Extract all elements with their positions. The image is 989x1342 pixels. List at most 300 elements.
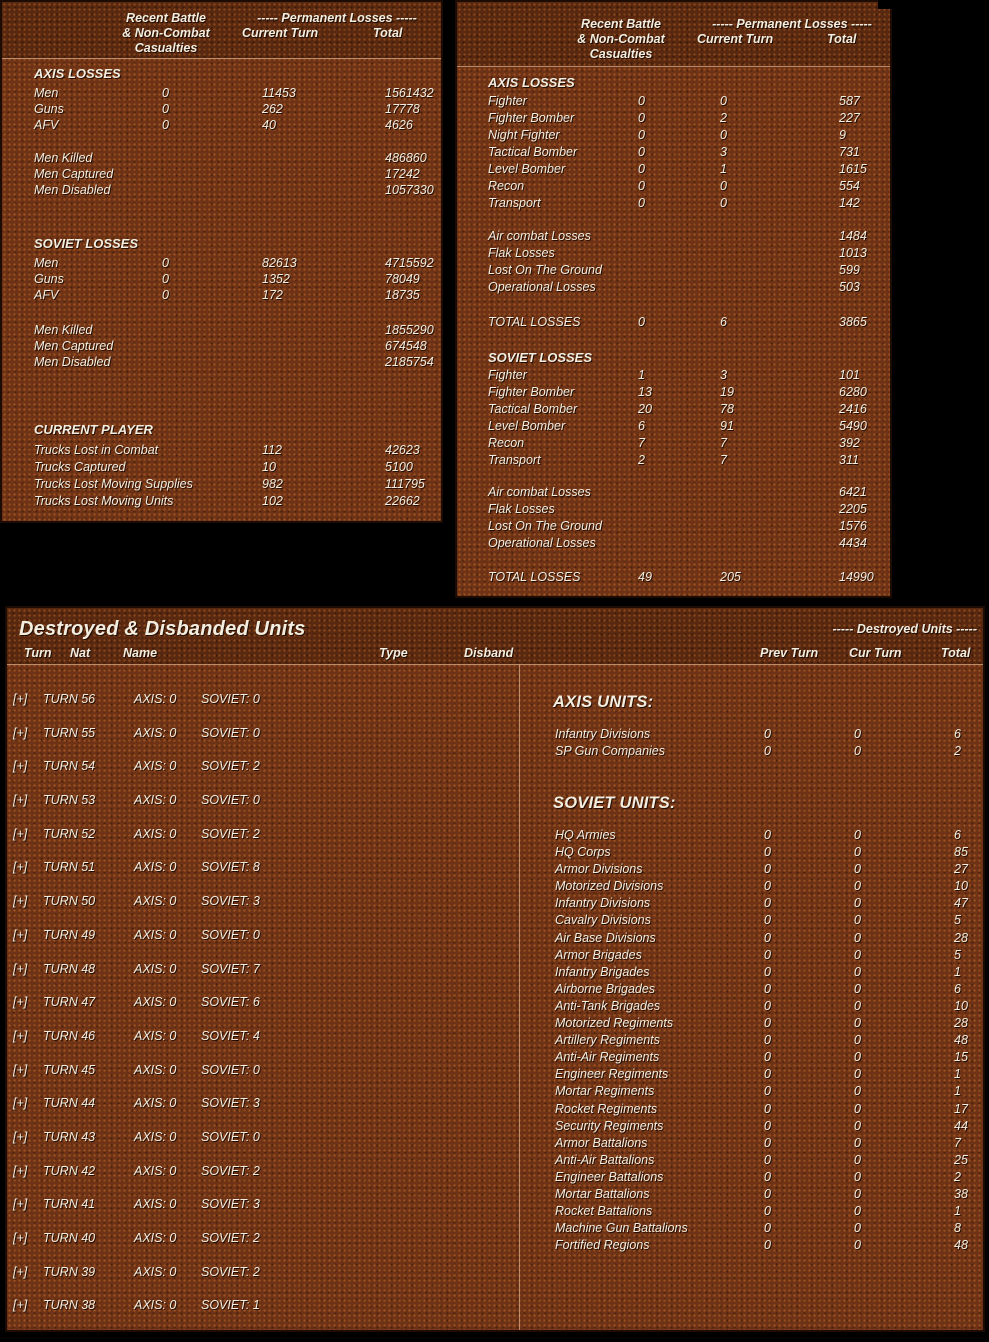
cell-prev: 0 [764,964,771,979]
soviet-unit-row [7,913,983,930]
expand-toggle[interactable]: [+] [13,1298,28,1313]
cell-axis: AXIS: 0 [134,1298,177,1313]
window-corner-notch [878,0,892,9]
soviet-air-detail-row [457,502,890,519]
cell-label: Fighter Bomber [488,385,575,399]
cell-label: HQ Corps [555,845,611,860]
soviet-unit-row [7,1016,983,1033]
cell-soviet: SOVIET: 0 [201,927,260,942]
cell-total: 10 [954,998,968,1013]
expand-toggle[interactable]: [+] [13,1062,28,1077]
cell-soviet: SOVIET: 2 [201,1163,260,1178]
current-player-title: CURRENT PLAYER [34,422,153,437]
cell-cur: 0 [854,913,861,928]
cell-total: 17778 [385,102,420,116]
cell-label: Air combat Losses [488,485,591,499]
turn-row[interactable] [7,1265,983,1299]
cell-soviet: SOVIET: 6 [201,995,260,1010]
cell-label: Men Killed [34,151,93,165]
expand-toggle[interactable]: [+] [13,995,28,1010]
cell-cur: 0 [854,727,861,741]
cell-recent: 0 [638,94,645,108]
cell-recent: 20 [638,402,652,416]
turn-row[interactable] [7,759,983,793]
cell-label: Flak Losses [488,246,555,260]
cell-cur: 0 [854,1135,861,1150]
cell-cur: 0 [854,1221,861,1236]
current-turn-header: Current Turn [697,32,774,46]
cell-total: 4434 [839,536,867,550]
soviet-unit-row [7,965,983,982]
soviet-air-detail-row [457,536,890,553]
cell-label: Trucks Captured [34,460,126,474]
cell-recent: 0 [638,315,645,329]
cell-soviet: SOVIET: 0 [201,725,260,740]
truck-loss-row [2,443,441,460]
soviet-unit-row [7,1050,983,1067]
soviet-unit-row [7,1187,983,1204]
cell-label: Fighter [488,94,527,108]
expand-toggle[interactable]: [+] [13,1163,28,1178]
cell-prev: 0 [764,1169,771,1184]
cell-turn: TURN 48 [43,961,96,976]
cell-total: 1 [954,964,961,979]
cell-total: 3865 [839,315,867,329]
cell-total: 1855290 [385,323,434,337]
cell-label: Transport [488,453,541,467]
cell-total: 25 [954,1152,968,1167]
total-header: Total [827,32,857,46]
cell-axis: AXIS: 0 [134,860,177,875]
turn-row[interactable] [7,692,983,726]
cell-label: Engineer Battalions [555,1169,664,1184]
cell-total: 2185754 [385,355,434,369]
cell-total: 1615 [839,162,867,176]
cell-total: 1057330 [385,183,434,197]
cell-total: 1561432 [385,86,434,100]
recent-battle-header: Recent Battle & Non-Combat Casualties [577,17,665,61]
cell-current: 40 [262,118,276,132]
cell-axis: AXIS: 0 [134,1163,177,1178]
soviet-unit-row [7,828,983,845]
cell-total: 48 [954,1033,968,1048]
expand-toggle[interactable]: [+] [13,826,28,841]
cell-current: 10 [262,460,276,474]
expand-toggle[interactable]: [+] [13,759,28,774]
cell-prev: 0 [764,1204,771,1219]
cell-total: 85 [954,845,968,860]
axis-losses-title: AXIS LOSSES [34,66,121,81]
soviet-unit-row [7,931,983,948]
cell-cur: 0 [854,1238,861,1253]
cell-prev: 0 [764,727,771,741]
cell-label: Cavalry Divisions [555,913,651,928]
cell-axis: AXIS: 0 [134,1096,177,1111]
axis-loss-row [2,118,441,134]
ground-losses-panel [0,0,443,523]
soviet-loss-row [2,256,441,272]
soviet-unit-row [7,982,983,999]
cell-current: 172 [262,288,283,302]
cell-label: SP Gun Companies [555,744,666,759]
soviet-loss-detail-row [2,323,441,339]
cell-cur: 0 [854,1016,861,1031]
cell-recent: 0 [162,86,169,100]
cell-label: Airborne Brigades [555,981,656,996]
expand-toggle[interactable]: [+] [13,961,28,976]
axis-loss-detail-row [2,151,441,167]
cell-total: 28 [954,1016,968,1031]
axis-loss-detail-row [2,167,441,183]
cell-total: 6280 [839,385,867,399]
soviet-loss-row [2,288,441,304]
cell-prev: 0 [764,1033,771,1048]
cell-label: AFV [34,288,59,302]
cell-prev: 0 [764,1016,771,1031]
axis-air-loss-row [457,162,890,179]
cell-label: TOTAL LOSSES [488,315,581,329]
expand-toggle[interactable]: [+] [13,793,28,808]
cell-cur: 0 [854,1067,861,1082]
cell-axis: AXIS: 0 [134,894,177,909]
cell-label: Rocket Battalions [555,1204,653,1219]
soviet-unit-row [7,948,983,965]
cell-total: 227 [839,111,860,125]
cell-turn: TURN 50 [43,894,96,909]
cell-turn: TURN 41 [43,1197,96,1212]
cell-label: Machine Gun Battalions [555,1221,688,1236]
cell-current: 19 [720,385,734,399]
cell-recent: 0 [638,162,645,176]
cell-prev: 0 [764,1118,771,1133]
cell-axis: AXIS: 0 [134,1129,177,1144]
axis-loss-detail-row [2,183,441,199]
cell-label: Transport [488,196,541,210]
soviet-loss-detail-row [2,355,441,371]
axis-air-loss-row [457,196,890,213]
cell-total: 42623 [385,443,420,457]
cell-current: 3 [720,145,727,159]
cell-current: 82613 [262,256,297,270]
cell-label: Tactical Bomber [488,402,578,416]
cell-current: 0 [720,196,727,210]
cell-total: 5100 [385,460,413,474]
cell-total: 48 [954,1238,968,1253]
axis-air-loss-row [457,179,890,196]
soviet-loss-detail-row [2,339,441,355]
soviet-unit-row [7,1067,983,1084]
cell-prev: 0 [764,828,771,842]
cell-label: Anti-Tank Brigades [555,998,661,1013]
cell-total: 2 [954,1169,961,1184]
cell-cur: 0 [854,1101,861,1116]
cell-turn: TURN 44 [43,1096,96,1111]
cell-current: 7 [720,453,727,467]
cell-soviet: SOVIET: 1 [201,1298,260,1313]
cell-turn: TURN 55 [43,725,96,740]
cell-soviet: SOVIET: 3 [201,1197,260,1212]
cell-total: 392 [839,436,860,450]
cell-prev: 0 [764,845,771,860]
cell-recent: 1 [638,368,645,382]
cell-cur: 0 [854,998,861,1013]
cell-label: Recon [488,179,525,193]
cell-total: 486860 [385,151,427,165]
cell-total: 38 [954,1186,968,1201]
cell-recent: 0 [638,145,645,159]
cell-current: 262 [262,102,283,116]
permanent-losses-header: ----- Permanent Losses ----- [712,17,872,31]
cell-total: 7 [954,1135,961,1150]
axis-unit-row [7,727,983,744]
cell-label: Men Disabled [34,355,111,369]
cell-label: Night Fighter [488,128,560,142]
soviet-loss-row [2,272,441,288]
expand-toggle[interactable]: [+] [13,1264,28,1279]
axis-air-loss-row [457,111,890,128]
cell-soviet: SOVIET: 7 [201,961,260,976]
air-losses-panel [455,0,892,598]
cell-prev: 0 [764,744,771,759]
cell-label: Fighter Bomber [488,111,575,125]
cell-current: 0 [720,128,727,142]
cell-label: Infantry Divisions [555,727,651,741]
cell-prev: 0 [764,1084,771,1099]
cell-label: Men Captured [34,167,114,181]
cell-axis: AXIS: 0 [134,1231,177,1245]
cell-current: 982 [262,477,283,491]
col-header-type: Type [379,646,408,660]
cell-label: Infantry Divisions [555,896,651,911]
expand-toggle[interactable]: [+] [13,1028,28,1043]
cell-total: 47 [954,896,968,911]
cell-cur: 0 [854,1169,861,1184]
col-header-name: Name [123,646,158,660]
cell-cur: 0 [854,1033,861,1048]
cell-soviet: SOVIET: 8 [201,860,260,875]
axis-air-detail-row [457,280,890,297]
cell-label: Lost On The Ground [488,519,602,533]
expand-toggle[interactable]: [+] [13,894,28,909]
cell-label: HQ Armies [555,828,616,842]
expand-toggle[interactable]: [+] [13,692,28,706]
cell-axis: AXIS: 0 [134,961,177,976]
cell-prev: 0 [764,947,771,962]
axis-air-detail-row [457,246,890,263]
cell-recent: 0 [162,118,169,132]
cell-cur: 0 [854,947,861,962]
cell-total: 2416 [839,402,867,416]
cell-axis: AXIS: 0 [134,725,177,740]
cell-total: 28 [954,930,968,945]
cell-total: 17 [954,1101,968,1116]
cell-label: Fortified Regions [555,1238,650,1253]
cell-total: 1013 [839,246,867,260]
cell-total: 1 [954,1204,961,1219]
cell-cur: 0 [854,828,861,842]
cell-prev: 0 [764,1186,771,1201]
turn-row[interactable] [7,1298,983,1332]
cell-total: 22662 [385,494,420,508]
cell-label: Air combat Losses [488,229,591,243]
cell-soviet: SOVIET: 2 [201,826,260,841]
cell-current: 78 [720,402,734,416]
cell-soviet: SOVIET: 4 [201,1028,260,1043]
cell-total: 2205 [839,502,867,516]
cell-total: 1484 [839,229,867,243]
cell-total: 599 [839,263,860,277]
soviet-air-loss-row [457,385,890,402]
cell-label: Rocket Regiments [555,1101,658,1116]
truck-loss-row [2,477,441,494]
cell-turn: TURN 54 [43,759,96,774]
soviet-air-loss-row [457,419,890,436]
cell-label: Men Captured [34,339,114,353]
cell-axis: AXIS: 0 [134,995,177,1010]
cell-prev: 0 [764,1221,771,1236]
cell-current: 0 [720,179,727,193]
cell-total: 6 [954,981,961,996]
cell-cur: 0 [854,1084,861,1099]
cell-prev: 0 [764,1101,771,1116]
cell-soviet: SOVIET: 3 [201,1096,260,1111]
expand-toggle[interactable]: [+] [13,860,28,875]
cell-recent: 0 [638,196,645,210]
axis-air-loss-row [457,145,890,162]
cell-label: Guns [34,102,64,116]
soviet-unit-row [7,1238,983,1255]
expand-toggle[interactable]: [+] [13,725,28,740]
soviet-losses-title: SOVIET LOSSES [488,350,593,365]
cell-recent: 2 [638,453,645,467]
cell-current: 0 [720,94,727,108]
total-header: Total [373,26,403,40]
soviet-air-loss-row [457,402,890,419]
cell-total: 2 [954,744,961,759]
cell-label: Air Base Divisions [555,930,656,945]
cell-label: Anti-Air Battalions [555,1152,655,1167]
expand-toggle[interactable]: [+] [13,1197,28,1212]
cell-total: 14990 [839,570,874,584]
cell-prev: 0 [764,896,771,911]
destroyed-panel-header [7,608,983,665]
cell-prev: 0 [764,1238,771,1253]
prev-turn-header: Prev Turn [760,646,819,660]
cell-label: Men [34,256,59,270]
cell-label: Mortar Battalions [555,1186,650,1201]
cell-total: 111795 [385,477,425,491]
cell-turn: TURN 52 [43,826,96,841]
cell-label: Flak Losses [488,502,555,516]
cell-total: 4715592 [385,256,434,270]
cell-label: Armor Brigades [555,947,642,962]
soviet-unit-row [7,1221,983,1238]
expand-toggle[interactable]: [+] [13,927,28,942]
cell-label: AFV [34,118,59,132]
destroyed-units-header: ----- Destroyed Units ----- [832,622,977,636]
cell-total: 674548 [385,339,427,353]
cell-total: 587 [839,94,860,108]
soviet-air-loss-row [457,453,890,470]
cell-prev: 0 [764,1050,771,1065]
cell-total: 15 [954,1050,968,1065]
cell-label: Armor Divisions [555,862,643,877]
recent-battle-header: Recent Battle & Non-Combat Casualties [122,11,210,55]
expand-toggle[interactable]: [+] [13,1129,28,1144]
cell-recent: 0 [162,256,169,270]
cell-cur: 0 [854,1152,861,1167]
cell-axis: AXIS: 0 [134,1197,177,1212]
expand-toggle[interactable]: [+] [13,1231,28,1245]
cell-soviet: SOVIET: 0 [201,1129,260,1144]
soviet-unit-row [7,896,983,913]
axis-loss-row [2,86,441,102]
cell-prev: 0 [764,930,771,945]
cell-cur: 0 [854,1204,861,1219]
cell-soviet: SOVIET: 3 [201,894,260,909]
cell-label: Artillery Regiments [555,1033,660,1048]
cell-turn: TURN 51 [43,860,96,875]
cell-axis: AXIS: 0 [134,1264,177,1279]
cell-turn: TURN 43 [43,1129,96,1144]
cell-turn: TURN 39 [43,1264,96,1279]
cell-turn: TURN 38 [43,1298,96,1313]
cell-label: Guns [34,272,64,286]
soviet-air-detail-row [457,485,890,502]
cell-turn: TURN 42 [43,1163,96,1178]
cell-total: 1 [954,1067,961,1082]
soviet-unit-row [7,1153,983,1170]
truck-loss-row [2,494,441,511]
cell-axis: AXIS: 0 [134,692,177,706]
cell-label: Anti-Air Regiments [555,1050,660,1065]
cell-total: 18735 [385,288,420,302]
cell-soviet: SOVIET: 0 [201,692,260,706]
soviet-unit-row [7,1084,983,1101]
soviet-unit-row [7,845,983,862]
cell-current: 2 [720,111,727,125]
soviet-unit-row [7,1170,983,1187]
cell-axis: AXIS: 0 [134,1062,177,1077]
cell-prev: 0 [764,998,771,1013]
cell-total: 8 [954,1221,961,1236]
cell-label: Engineer Regiments [555,1067,669,1082]
cell-soviet: SOVIET: 2 [201,759,260,774]
cell-total: 5 [954,913,961,928]
col-header-turn: Turn [24,646,52,660]
panel-title: Destroyed & Disbanded Units [19,618,306,640]
cell-turn: TURN 40 [43,1231,96,1245]
axis-units-title: AXIS UNITS: [553,693,654,711]
cell-label: Motorized Regiments [555,1016,674,1031]
expand-toggle[interactable]: [+] [13,1096,28,1111]
cell-current: 1352 [262,272,290,286]
cell-total: 9 [839,128,846,142]
cell-recent: 0 [162,102,169,116]
cell-prev: 0 [764,1152,771,1167]
cell-label: Men [34,86,59,100]
cell-total: 4626 [385,118,413,132]
cell-total: 5 [954,947,961,962]
turn-row[interactable] [7,793,983,827]
cell-current: 6 [720,315,727,329]
col-header-nat: Nat [70,646,91,660]
axis-unit-row [7,744,983,761]
cell-cur: 0 [854,930,861,945]
current-turn-header: Current Turn [242,26,319,40]
cell-recent: 0 [162,272,169,286]
cell-label: Armor Battalions [555,1135,648,1150]
